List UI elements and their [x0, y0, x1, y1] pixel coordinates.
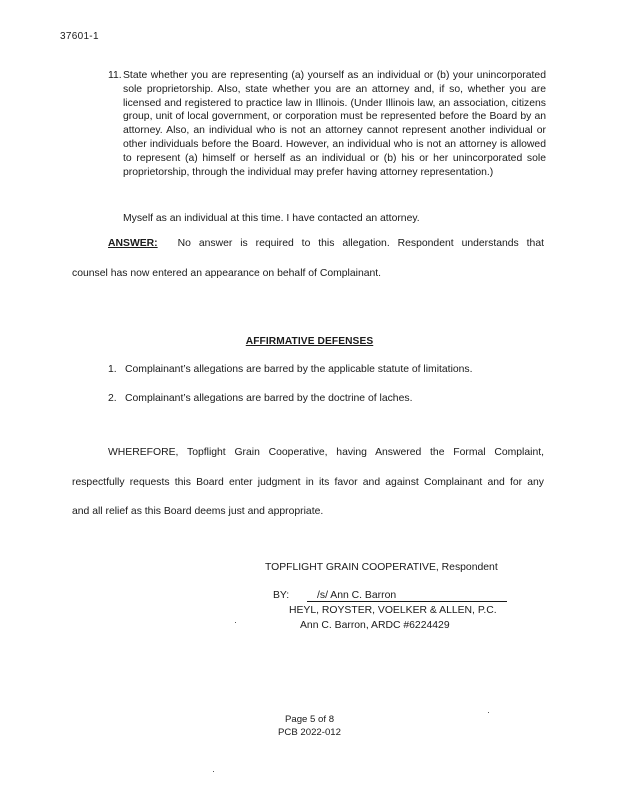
footer-case-number: PCB 2022-012 [278, 727, 341, 738]
affirmative-defenses-heading: AFFIRMATIVE DEFENSES [245, 336, 374, 347]
signature-attorney: Ann C. Barron, ARDC #6224429 [300, 620, 450, 631]
signature-line [307, 601, 507, 602]
scan-speck [488, 712, 489, 713]
signature-by-label: BY: [273, 590, 290, 601]
defense-item-2 [108, 393, 412, 404]
answer-paragraph [108, 238, 544, 249]
defense-item-number: 2. [108, 393, 117, 404]
answer-line-1: No answer is required to this allegation. Respondent understands that [177, 238, 544, 249]
signature-respondent: TOPFLIGHT GRAIN COOPERATIVE, Respondent [265, 562, 498, 573]
defense-item-1 [108, 364, 473, 375]
footer-page-number: Page 5 of 8 [284, 714, 335, 725]
answer-line-2: counsel has now entered an appearance on behalf of Complainant. [72, 268, 382, 279]
defense-item-number: 1. [108, 364, 117, 375]
signature-firm: HEYL, ROYSTER, VOELKER & ALLEN, P.C. [289, 605, 497, 616]
answer-label: ANSWER: [108, 238, 158, 249]
signature-signer: /s/ Ann C. Barron [317, 590, 397, 601]
wherefore-line-3: and all relief as this Board deems just and appropriate. [72, 506, 324, 517]
document-id: 37601-1 [60, 31, 99, 42]
paragraph-11-text: State whether you are representing (a) yourself as an individual or (b) your unincorporated sole proprietorship. Also, state whether you are an attorney and, if so, whether you are licensed and registered to practice law in Illinois. (Under Illinois law, an association, citizens group, unit of local government, or corporation must be represented before the Board by an attorney. Also, an individual who is not an attorney cannot represent another individual or other individuals before the Board. However, an individual who is not an attorney is allowed to represent (a) himself or herself as an individual or (b) his or her unincorporated sole proprietorship, through the individual may prefer having attorney representation.) [123, 70, 546, 178]
scan-speck [235, 622, 236, 623]
paragraph-11 [108, 69, 546, 179]
paragraph-11-number: 11. [108, 70, 122, 81]
paragraph-11-response: Myself as an individual at this time. I have contacted an attorney. [123, 213, 420, 224]
wherefore-line-2: respectfully requests this Board enter judgment in its favor and against Complainant and for any [72, 477, 544, 488]
wherefore-line-1: WHEREFORE, Topflight Grain Cooperative, having Answered the Formal Complaint, [108, 447, 544, 458]
defense-item-text: Complainant’s allegations are barred by the applicable statute of limitations. [125, 364, 473, 375]
defense-item-text: Complainant’s allegations are barred by the doctrine of laches. [125, 393, 413, 404]
scan-speck [213, 771, 214, 772]
